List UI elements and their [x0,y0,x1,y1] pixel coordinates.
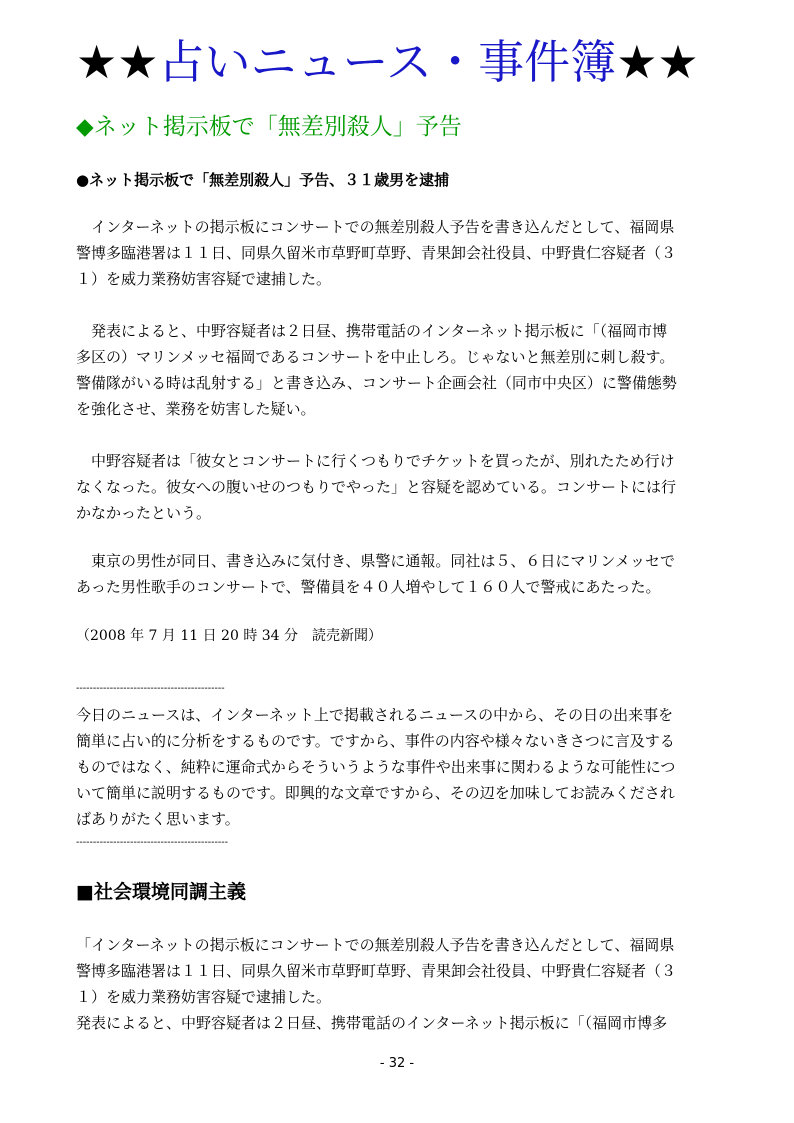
disclaimer-note [76,702,718,832]
note-line: 今日のニュースは、インターネット上で掲載されるニュースの中から、その日の出来事を [76,706,674,724]
paragraph-line: を強化させ、業務を妨害した疑い。 [76,400,316,418]
page-title [76,30,756,94]
paragraph-line: かなかったという。 [76,504,212,522]
paragraph-line: 警博多臨港署は１１日、同県久留米市草野町草野、青果卸会社役員、中野貴仁容疑者（３ [76,244,677,262]
paragraph-line: あった男性歌手のコンサートで、警備員を４０人増やして１６０人で警戒にあたった。 [76,578,661,596]
note-line: ものではなく、純粋に運命式からそういうような事件や出来事に関わるような可能性につ [76,758,676,776]
note-line: いて簡単に説明するものです。即興的な文章ですから、その辺を加味してお読みくだされ [76,784,675,802]
divider-top: -------------------------------------------- [76,683,225,694]
quote-line: １）を威力業務妨害容疑で逮捕した。 [76,988,332,1006]
paragraph-line: 警備隊がいる時は乱射する」と書き込み、コンサート企画会社（同市中央区）に警備態勢 [76,374,677,392]
title-stars-left: ★★ [76,35,159,89]
article-paragraph-2 [76,318,718,422]
paragraph-line: なくなった。彼女への腹いせのつもりでやった」と容疑を認めている。コンサートには行 [76,478,677,496]
news-source: （2008 年 7 月 11 日 20 時 34 分 読売新聞） [76,628,383,644]
paragraph-line: 発表によると、中野容疑者は２日昼、携帯電話のインターネット掲示板に「（福岡市博 [76,322,668,340]
paragraph-line: 多区の）マリンメッセ福岡であるコンサートを中止しろ。じゃないと無差別に刺し殺す。 [76,348,675,366]
article-paragraph-3 [76,448,718,526]
note-line: ばありがたく思います。 [76,810,240,828]
article-paragraph-4 [76,548,718,600]
title-main: 占いニュース・事件簿 [158,35,617,89]
quote-line: 「インターネットの掲示板にコンサートでの無差別殺人予告を書き込んだとして、福岡県 [76,936,675,954]
paragraph-line: 東京の男性が同日、書き込みに気付き、県警に通報。同社は５、６日にマリンメッセで [76,552,675,570]
section-heading: ■社会環境同調主義 [76,881,246,903]
quote-line: 発表によると、中野容疑者は２日昼、携帯電話のインターネット掲示板に「（福岡市博多 [76,1014,668,1032]
paragraph-line: １）を威力業務妨害容疑で逮捕した。 [76,270,332,288]
quote-line: 警博多臨港署は１１日、同県久留米市草野町草野、青果卸会社役員、中野貴仁容疑者（３ [76,962,677,980]
paragraph-line: 中野容疑者は「彼女とコンサートに行くつもりでチケットを買ったが、別れたため行け [76,452,675,470]
paragraph-line: インターネットの掲示板にコンサートでの無差別殺人予告を書き込んだとして、福岡県 [76,218,675,236]
article-paragraph-1 [76,214,718,292]
news-headline: ●ネット掲示板で「無差別殺人」予告、３１歳男を逮捕 [76,171,450,189]
divider-bottom: --------------------------------------------- [76,837,229,848]
title-stars-right: ★★ [616,35,699,89]
note-line: 簡単に占い的に分析をするものです。ですから、事件の内容や様々ないきさつに言及する [76,732,675,750]
quoted-article [76,932,718,1036]
page-number: - 32 - [379,1056,415,1071]
article-subtitle: ◆ネット掲示板で「無差別殺人」予告 [76,114,462,140]
